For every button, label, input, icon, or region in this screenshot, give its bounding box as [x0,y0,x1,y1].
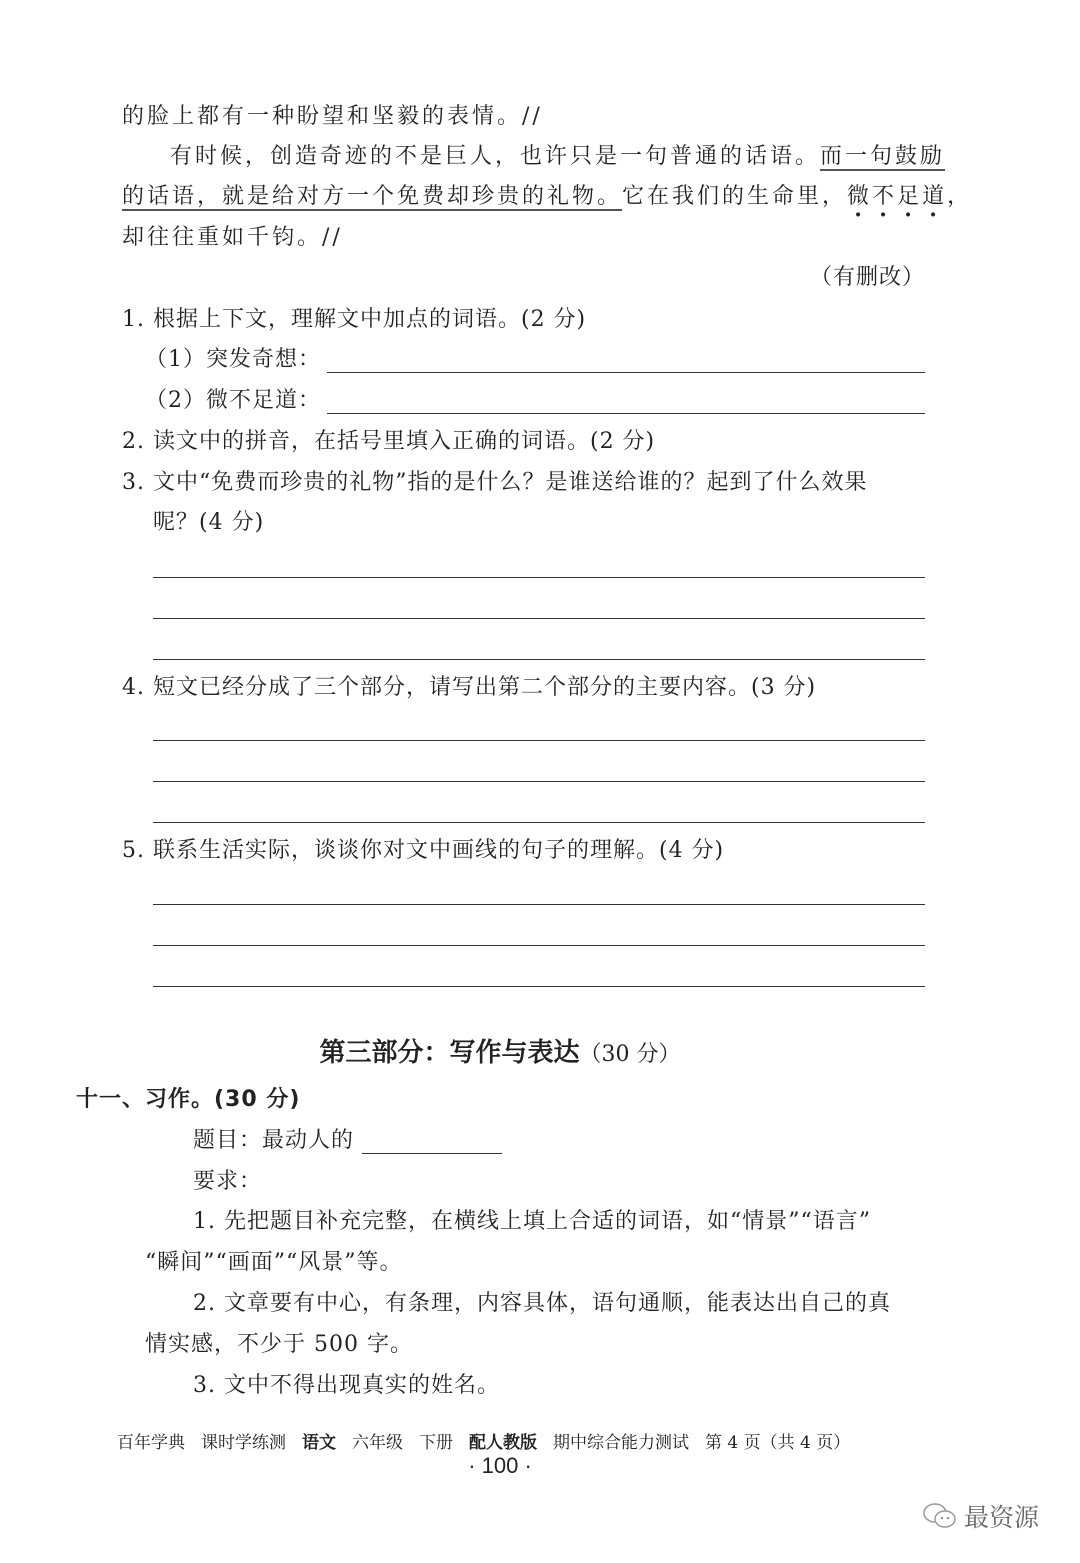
passage-line: 却往往重如千钧。// [122,225,343,250]
answer-line[interactable] [153,986,925,987]
underlined-sentence: 的话语，就是给对方一个免费却珍贵的礼物。 [122,184,623,209]
question-1: 1. 根据上下文，理解文中加点的词语。(2 分) [122,307,587,332]
answer-line[interactable] [153,740,925,741]
writing-heading-text: 十一、习作。(30 分) [76,1087,301,1112]
passage-text: 有时候，创造奇迹的不是巨人，也许只是一句普通的话语。 [170,144,821,169]
section-score: （30 分） [579,1042,681,1067]
question-4: 4. 短文已经分成了三个部分，请写出第二个部分的主要内容。(3 分) [122,675,817,700]
answer-line[interactable] [153,904,925,905]
passage-text: 它在我们的生命里， [622,184,848,209]
requirement-1: 1. 先把题目补充完整，在横线上填上合适的词语，如“情景”“语言” [193,1209,871,1234]
footer-edition: 配人教版 [469,1433,537,1453]
watermark [922,1498,1039,1534]
question-2: 2. 读文中的拼音，在括号里填入正确的词语。(2 分) [122,429,656,454]
passage-line [170,142,945,172]
page-number: · 100 · [468,1453,532,1478]
dotted-char: 道 [922,184,948,209]
requirement-1-cont: “瞬间”“画面”“风景”等。 [145,1250,403,1275]
question-3-cont: 呢？(4 分) [153,510,265,535]
question-1-1: （1）突发奇想： [145,347,321,372]
question-1-2: （2）微不足道： [145,388,321,413]
dotted-char: 微 [847,184,873,209]
passage-line: 的脸上都有一种盼望和坚毅的表情。// [122,104,543,129]
question-5: 5. 联系生活实际，谈谈你对文中画线的句子的理解。(4 分) [122,838,725,863]
footer-test: 期中综合能力测试 [553,1433,689,1453]
answer-line[interactable] [327,413,925,414]
source-note: （有删改） [809,265,925,290]
answer-line[interactable] [153,659,925,660]
footer-volume: 下册 [419,1433,453,1453]
requirement-2-cont: 情实感，不少于 500 字。 [145,1332,413,1357]
passage-line [122,182,972,212]
footer [117,1428,866,1453]
dotted-char: 足 [897,184,923,209]
requirement-2: 2. 文章要有中心，有条理，内容具体，语句通顺，能表达出自己的真 [193,1291,891,1316]
section-title-text: 第三部分：写作与表达 [319,1038,580,1068]
underlined-sentence: 而一句鼓励 [820,144,946,169]
requirement-3: 3. 文中不得出现真实的姓名。 [193,1373,500,1398]
answer-line[interactable] [153,945,925,946]
answer-line[interactable] [327,372,925,373]
footer-brand: 百年学典 [117,1433,185,1453]
requirements-label: 要求： [193,1169,263,1194]
wechat-icon [922,1501,958,1531]
writing-heading [76,1085,300,1115]
dotted-char: 不 [872,184,898,209]
footer-series: 课时学练测 [201,1433,286,1453]
footer-subject: 语文 [302,1433,336,1453]
footer-grade: 六年级 [352,1433,403,1453]
footer-page: 第 4 页（共 4 页） [705,1433,851,1453]
answer-line[interactable] [153,618,925,619]
writing-topic: 题目：最动人的 [193,1128,355,1153]
question-3: 3. 文中“免费而珍贵的礼物”指的是什么？是谁送给谁的？起到了什么效果 [122,470,868,495]
watermark-text: 最资源 [964,1503,1040,1532]
answer-line[interactable] [153,781,925,782]
answer-line[interactable] [153,577,925,578]
section-title [0,1032,1000,1069]
answer-line[interactable] [153,822,925,823]
topic-blank[interactable] [362,1153,502,1154]
punct: ， [947,184,973,209]
